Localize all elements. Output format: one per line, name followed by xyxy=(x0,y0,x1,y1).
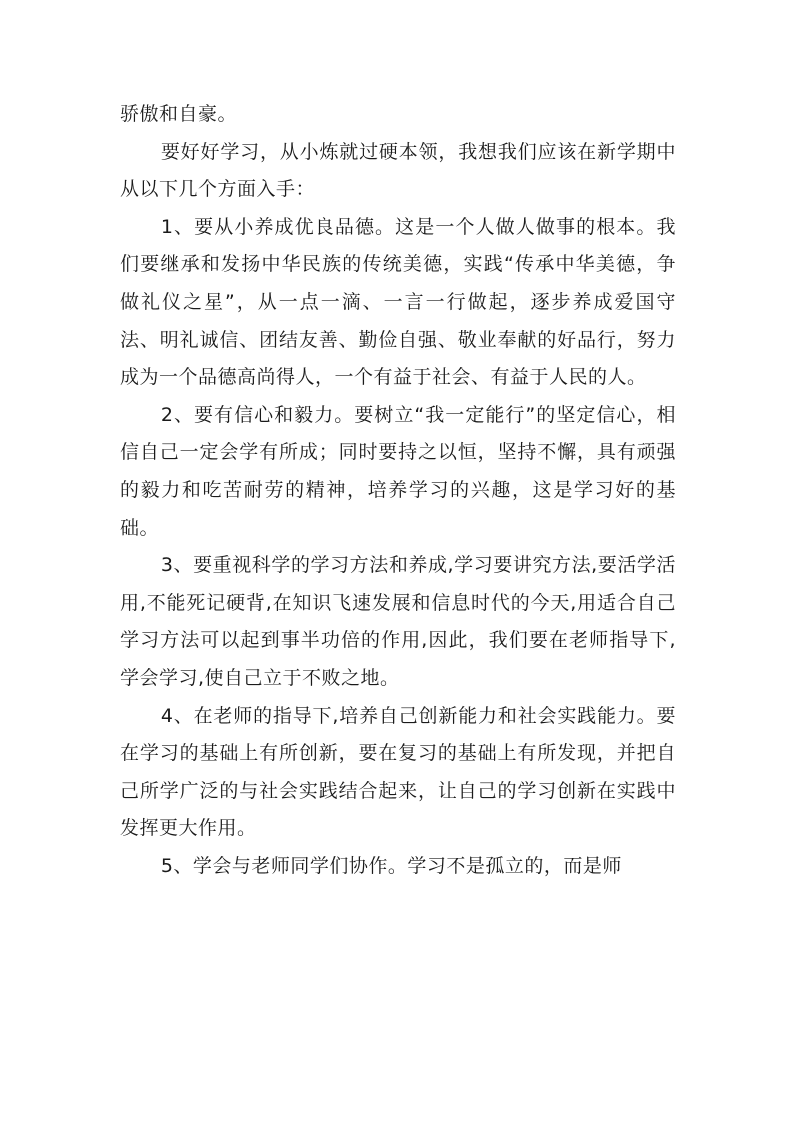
paragraph-continuation: 骄傲和自豪。 xyxy=(120,103,238,125)
paragraph-point-1: 1、要从小养成优良品德。这是一个人做人做事的根本。我们要继承和发扬中华民族的传统美德，实践“传承中华美德，争做礼仪之星”，从一点一滴、一言一行做起，逐步养成爱国守法、明礼诚信、团结友善、勤俭自强、敬业奉献的好品行，努力成为一个品德高尚得人，一个有益于社会、有益于人民的人。 xyxy=(120,215,676,389)
paragraph-intro: 要好好学习，从小炼就过硬本领，我想我们应该在新学期中从以下几个方面入手： xyxy=(120,140,676,201)
paragraph-point-4: 4、在老师的指导下,培养自己创新能力和社会实践能力。要在学习的基础上有所创新，要在复习的基础上有所发现，并把自己所学广泛的与社会实践结合起来，让自己的学习创新在实践中发挥更大作用。 xyxy=(120,704,676,840)
document-body xyxy=(120,96,676,885)
paragraph-point-2: 2、要有信心和毅力。要树立“我一定能行”的坚定信心，相信自己一定会学有所成；同时要持之以恒，坚持不懈，具有顽强的毅力和吃苦耐劳的精神，培养学习的兴趣，这是学习好的基础。 xyxy=(120,403,676,539)
paragraph-point-5: 5、学会与老师同学们协作。学习不是孤立的，而是师 xyxy=(160,854,622,877)
paragraph-point-3: 3、要重视科学的学习方法和养成,学习要讲究方法,要活学活用,不能死记硬背,在知识飞速发展和信息时代的今天,用适合自己学习方法可以起到事半功倍的作用,因此，我们要在老师指导下, 学会学习,使自己立于不败之地。 xyxy=(120,554,676,689)
